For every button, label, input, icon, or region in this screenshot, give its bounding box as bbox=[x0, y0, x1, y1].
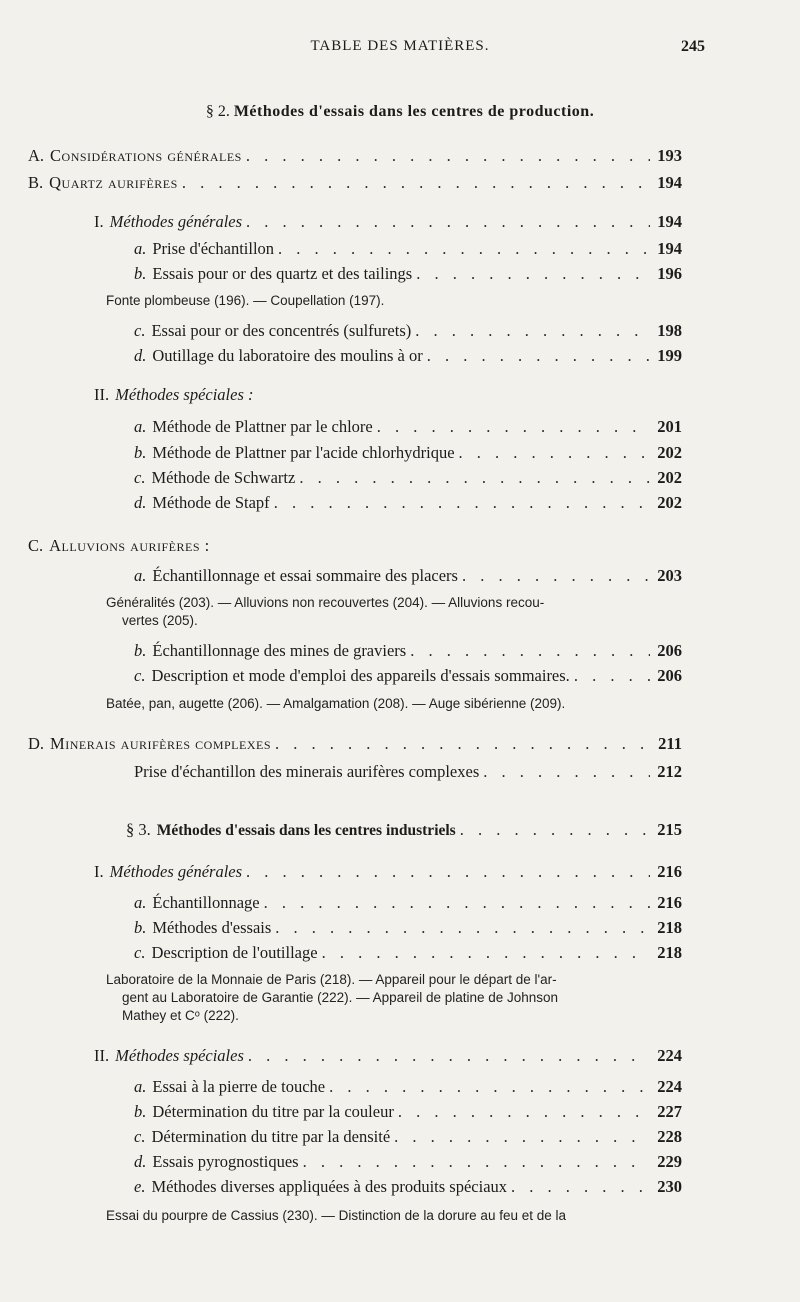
entry-letter: c. bbox=[134, 666, 146, 685]
toc-entry-b2c bbox=[134, 468, 682, 490]
entry-page: 196 bbox=[657, 264, 682, 283]
toc-entry-a bbox=[28, 146, 682, 168]
leader-dots bbox=[264, 893, 650, 913]
entry-letter: b. bbox=[134, 641, 147, 660]
entry-page: 202 bbox=[657, 468, 682, 487]
toc-entry-b1a bbox=[134, 239, 682, 261]
toc-entry-cc bbox=[134, 666, 682, 688]
entry-page: 229 bbox=[657, 1152, 682, 1171]
leader-dots bbox=[246, 146, 650, 166]
leader-dots bbox=[303, 1152, 650, 1172]
entry-label: Méthodes générales bbox=[109, 212, 243, 231]
entry-page: 218 bbox=[657, 943, 682, 962]
entry-page: 194 bbox=[657, 173, 682, 192]
entry-label: Échantillonnage des mines de graviers bbox=[152, 641, 407, 660]
section-title: Méthodes d'essais dans les centres industriels bbox=[156, 822, 456, 839]
toc-entry-s3-2 bbox=[94, 1046, 682, 1068]
entry-prefix: II. bbox=[94, 1046, 110, 1065]
page-number: 245 bbox=[681, 38, 705, 55]
leader-dots bbox=[462, 566, 650, 586]
entry-letter: e. bbox=[134, 1177, 146, 1196]
subentry-note: Laboratoire de la Monnaie de Paris (218). — Appareil pour le départ de l'ar- bbox=[106, 972, 557, 987]
entry-prefix: B. bbox=[28, 173, 44, 192]
entry-label: Outillage du laboratoire des moulins à or bbox=[152, 346, 423, 365]
entry-label: Méthodes d'essais bbox=[152, 918, 272, 937]
entry-label: Méthode de Schwartz bbox=[151, 468, 296, 487]
entry-letter: b. bbox=[134, 443, 147, 462]
toc-entry-s3-2b bbox=[134, 1102, 682, 1124]
entry-letter: c. bbox=[134, 321, 146, 340]
entry-page: 203 bbox=[657, 566, 682, 585]
leader-dots bbox=[329, 1077, 650, 1097]
entry-letter: a. bbox=[134, 239, 147, 258]
entry-page: 216 bbox=[657, 862, 682, 881]
entry-page: 206 bbox=[657, 641, 682, 660]
toc-entry-s3-2d bbox=[134, 1152, 682, 1174]
toc-entry-c bbox=[28, 536, 682, 558]
entry-letter: d. bbox=[134, 346, 147, 365]
entry-letter: c. bbox=[134, 468, 146, 487]
entry-letter: a. bbox=[134, 417, 147, 436]
subentry-note: Fonte plombeuse (196). — Coupellation (197). bbox=[106, 293, 385, 308]
entry-letter: a. bbox=[134, 566, 147, 585]
leader-dots bbox=[275, 734, 650, 754]
entry-letter: a. bbox=[134, 1077, 147, 1096]
leader-dots bbox=[248, 1046, 650, 1066]
entry-label: Détermination du titre par la densité bbox=[151, 1127, 391, 1146]
toc-entry-cb bbox=[134, 641, 682, 663]
section-marker: § 2. bbox=[205, 103, 230, 120]
leader-dots bbox=[511, 1177, 650, 1197]
entry-page: 212 bbox=[657, 762, 682, 781]
toc-entry-b2 bbox=[94, 385, 682, 407]
entry-label: Méthodes diverses appliquées à des produits spéciaux bbox=[151, 1177, 508, 1196]
entry-label: Échantillonnage bbox=[152, 893, 260, 912]
entry-label: Quartz aurifères bbox=[49, 173, 178, 192]
entry-prefix: A. bbox=[28, 146, 45, 165]
entry-label: Essai à la pierre de touche bbox=[152, 1077, 326, 1096]
entry-label: Considérations générales bbox=[50, 146, 242, 165]
entry-label: Alluvions aurifères : bbox=[49, 536, 210, 555]
toc-entry-s3-1a bbox=[134, 893, 682, 915]
subentry-note: Batée, pan, augette (206). — Amalgamation (208). — Auge sibérienne (209). bbox=[106, 696, 566, 711]
running-title: TABLE DES MATIÈRES. bbox=[310, 38, 490, 54]
entry-page: 206 bbox=[657, 666, 682, 685]
subentry-note: vertes (205). bbox=[122, 613, 198, 628]
entry-letter: d. bbox=[134, 493, 147, 512]
toc-entry-b2b bbox=[134, 443, 682, 465]
subentry-note: Essai du pourpre de Cassius (230). — Distinction de la dorure au feu et de la bbox=[106, 1208, 567, 1223]
leader-dots bbox=[377, 417, 650, 437]
entry-page: 202 bbox=[657, 443, 682, 462]
entry-page: 211 bbox=[658, 734, 682, 753]
entry-letter: b. bbox=[134, 1102, 147, 1121]
entry-page: 218 bbox=[657, 918, 682, 937]
entry-label: Méthode de Plattner par l'acide chlorhydrique bbox=[152, 443, 455, 462]
toc-entry-b1b bbox=[134, 264, 682, 286]
entry-label: Prise d'échantillon des minerais aurifères complexes bbox=[134, 762, 480, 781]
leader-dots bbox=[416, 264, 650, 284]
toc-entry-b1c bbox=[134, 321, 682, 343]
toc-entry-d1 bbox=[134, 762, 682, 784]
leader-dots bbox=[398, 1102, 650, 1122]
toc-entry-b2d bbox=[134, 493, 682, 515]
section-heading-2 bbox=[0, 103, 800, 121]
entry-page: 216 bbox=[657, 893, 682, 912]
leader-dots bbox=[410, 641, 650, 661]
leader-dots bbox=[274, 493, 650, 513]
toc-entry-ca bbox=[134, 566, 682, 588]
entry-page: 215 bbox=[657, 820, 682, 839]
entry-prefix: II. bbox=[94, 385, 110, 404]
leader-dots bbox=[182, 173, 650, 193]
entry-page: 194 bbox=[657, 212, 682, 231]
entry-letter: d. bbox=[134, 1152, 147, 1171]
leader-dots bbox=[415, 321, 650, 341]
toc-entry-s3-2c bbox=[134, 1127, 682, 1149]
toc-entry-b2a bbox=[134, 417, 682, 439]
leader-dots bbox=[460, 820, 650, 840]
entry-prefix: D. bbox=[28, 734, 45, 753]
leader-dots bbox=[275, 918, 650, 938]
toc-entry-d bbox=[28, 734, 682, 756]
leader-dots bbox=[278, 239, 650, 259]
leader-dots bbox=[246, 862, 650, 882]
leader-dots bbox=[394, 1127, 650, 1147]
section-title: Méthodes d'essais dans les centres de production. bbox=[233, 103, 595, 120]
toc-entry-s3-2a bbox=[134, 1077, 682, 1099]
entry-label: Échantillonnage et essai sommaire des placers bbox=[152, 566, 458, 585]
entry-label: Méthodes spéciales : bbox=[115, 385, 254, 404]
entry-label: Description de l'outillage bbox=[151, 943, 318, 962]
entry-page: 224 bbox=[657, 1077, 682, 1096]
toc-entry-s3-2e bbox=[134, 1177, 682, 1199]
leader-dots bbox=[299, 468, 650, 488]
entry-letter: c. bbox=[134, 943, 146, 962]
entry-page: 194 bbox=[657, 239, 682, 258]
entry-label: Méthode de Stapf bbox=[152, 493, 270, 512]
toc-entry-s3-1c bbox=[134, 943, 682, 965]
entry-label: Minerais aurifères complexes bbox=[50, 734, 271, 753]
entry-page: 198 bbox=[657, 321, 682, 340]
toc-entry-b1d bbox=[134, 346, 682, 368]
toc-entry-b bbox=[28, 173, 682, 195]
subentry-note: Généralités (203). — Alluvions non recouvertes (204). — Alluvions recou- bbox=[106, 595, 545, 610]
leader-dots bbox=[427, 346, 650, 366]
entry-label: Essais pour or des quartz et des tailings bbox=[152, 264, 413, 283]
entry-page: 202 bbox=[657, 493, 682, 512]
section-heading-3 bbox=[126, 820, 682, 842]
leader-dots bbox=[322, 943, 650, 963]
entry-label: Essais pyrognostiques bbox=[152, 1152, 299, 1171]
subentry-note: gent au Laboratoire de Garantie (222). — Appareil de platine de Johnson bbox=[122, 990, 559, 1005]
toc-entry-s3-1 bbox=[94, 862, 682, 884]
section-marker: § 3. bbox=[126, 820, 151, 839]
entry-page: 199 bbox=[657, 346, 682, 365]
entry-page: 224 bbox=[657, 1046, 682, 1065]
entry-prefix: C. bbox=[28, 536, 44, 555]
entry-label: Essai pour or des concentrés (sulfurets) bbox=[151, 321, 412, 340]
entry-letter: a. bbox=[134, 893, 147, 912]
entry-prefix: I. bbox=[94, 862, 104, 881]
entry-page: 228 bbox=[657, 1127, 682, 1146]
leader-dots bbox=[459, 443, 650, 463]
leader-dots bbox=[246, 212, 650, 232]
entry-label: Description et mode d'emploi des appareils d'essais sommaires. bbox=[151, 666, 570, 685]
entry-letter: b. bbox=[134, 918, 147, 937]
leader-dots bbox=[483, 762, 650, 782]
entry-page: 193 bbox=[657, 146, 682, 165]
toc-entry-b1 bbox=[94, 212, 682, 234]
entry-prefix: I. bbox=[94, 212, 104, 231]
toc-entry-s3-1b bbox=[134, 918, 682, 940]
entry-letter: c. bbox=[134, 1127, 146, 1146]
entry-page: 201 bbox=[657, 417, 682, 436]
entry-page: 227 bbox=[657, 1102, 682, 1121]
entry-label: Méthodes générales bbox=[109, 862, 243, 881]
entry-letter: b. bbox=[134, 264, 147, 283]
entry-page: 230 bbox=[657, 1177, 682, 1196]
entry-label: Méthode de Plattner par le chlore bbox=[152, 417, 373, 436]
entry-label: Méthodes spéciales bbox=[115, 1046, 244, 1065]
subentry-note: Mathey et Cᵒ (222). bbox=[122, 1008, 239, 1023]
entry-label: Prise d'échantillon bbox=[152, 239, 275, 258]
entry-label: Détermination du titre par la couleur bbox=[152, 1102, 394, 1121]
running-head bbox=[0, 38, 800, 58]
leader-dots bbox=[574, 666, 650, 686]
